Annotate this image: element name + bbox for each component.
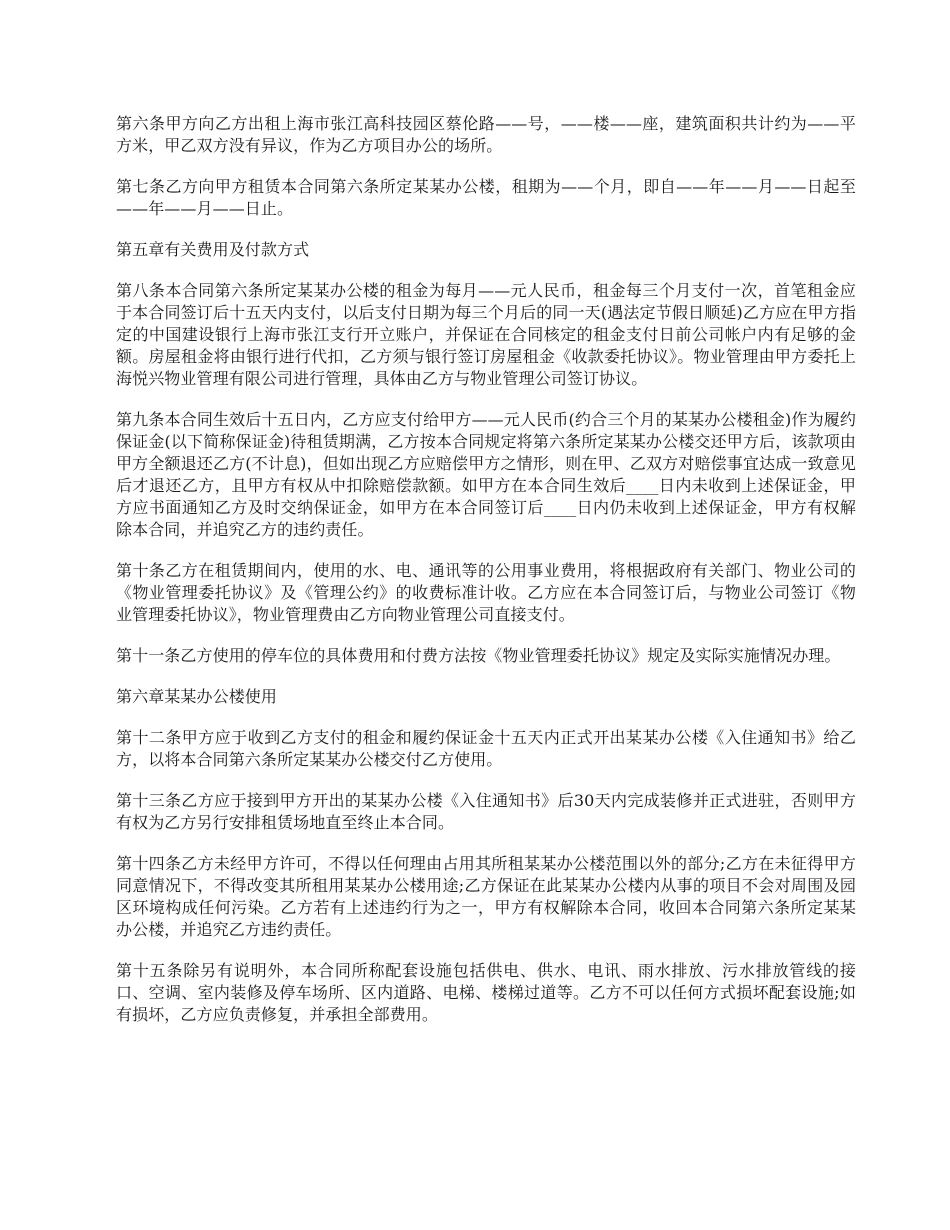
clause-12: 第十二条甲方应于收到乙方支付的租金和履约保证金十五天内正式开出某某办公楼《入住通知书》给乙方，以将本合同第六条所定某某办公楼交付乙方使用。 [116, 728, 856, 769]
clause-11: 第十一条乙方使用的停车位的具体费用和付费方法按《物业管理委托协议》规定及实际实施情况办理。 [116, 646, 841, 665]
clause-10: 第十条乙方在租赁期间内，使用的水、电、通讯等的公用事业费用，将根据政府有关部门、物业公司的《物业管理委托协议》及《管理公约》的收费标准计收。乙方应在本合同签订后，与物业公司签订《物业管理委托协议》，物业管理费由乙方向物业管理公司直接支付。 [116, 561, 856, 624]
clause-8: 第八条本合同第六条所定某某办公楼的租金为每月——元人民币，租金每三个月支付一次，首笔租金应于本合同签订后十五天内支付，以后支付日期为每三个月后的同一天(遇法定节假日顺延)乙方应在甲方指定的中国建设银行上海市张江支行开立账户，并保证在合同核定的租金支付日前公司帐户内有足够的金额。房屋租金将由银行进行代扣，乙方须与银行签订房屋租金《收款委托协议》。物业管理由甲方委托上海悦兴物业管理有限公司进行管理，具体由乙方与物业管理公司签订协议。 [116, 281, 856, 388]
clause-9: 第九条本合同生效后十五日内，乙方应支付给甲方——元人民币(约合三个月的某某办公楼租金)作为履约保证金(以下简称保证金)待租赁期满，乙方按本合同规定将第六条所定某某办公楼交还甲方后，该款项由甲方全额退还乙方(不计息)，但如出现乙方应赔偿甲方之情形，则在甲、乙双方对赔偿事宜达成一致意见后才退还乙方，且甲方有权从中扣除赔偿款额。如甲方在本合同生效后____日内未收到上述保证金，甲方应书面通知乙方及时交纳保证金，如甲方在本合同签订后____日内仍未收到上述保证金，甲方有权解除本合同，并追究乙方的违约责任。 [116, 410, 856, 539]
clause-7: 第七条乙方向甲方租赁本合同第六条所定某某办公楼，租期为——个月，即自——年——月——日起至——年——月——日止。 [116, 177, 856, 218]
clause-14: 第十四条乙方未经甲方许可，不得以任何理由占用其所租某某办公楼范围以外的部分;乙方在未征得甲方同意情况下，不得改变其所租用某某办公楼用途;乙方保证在此某某办公楼内从事的项目不会对周围及园区环境构成任何污染。乙方若有上述违约行为之一，甲方有权解除本合同，收回本合同第六条所定某某办公楼，并追究乙方违约责任。 [116, 854, 856, 939]
clause-13: 第十三条乙方应于接到甲方开出的某某办公楼《入住通知书》后30天内完成装修并正式进驻，否则甲方有权为乙方另行安排租赁场地直至终止本合同。 [116, 791, 856, 832]
document-page [116, 113, 856, 1045]
chapter-6-heading: 第六章某某办公楼使用 [116, 687, 278, 706]
clause-15: 第十五条除另有说明外，本合同所称配套设施包括供电、供水、电讯、雨水排放、污水排放管线的接口、空调、室内装修及停车场所、区内道路、电梯、楼梯过道等。乙方不可以任何方式损坏配套设施;如有损坏，乙方应负责修复，并承担全部费用。 [116, 961, 856, 1024]
clause-6: 第六条甲方向乙方出租上海市张江高科技园区蔡伦路——号，——楼——座，建筑面积共计约为——平方米，甲乙双方没有异议，作为乙方项目办公的场所。 [116, 114, 856, 155]
chapter-5-heading: 第五章有关费用及付款方式 [116, 240, 310, 259]
